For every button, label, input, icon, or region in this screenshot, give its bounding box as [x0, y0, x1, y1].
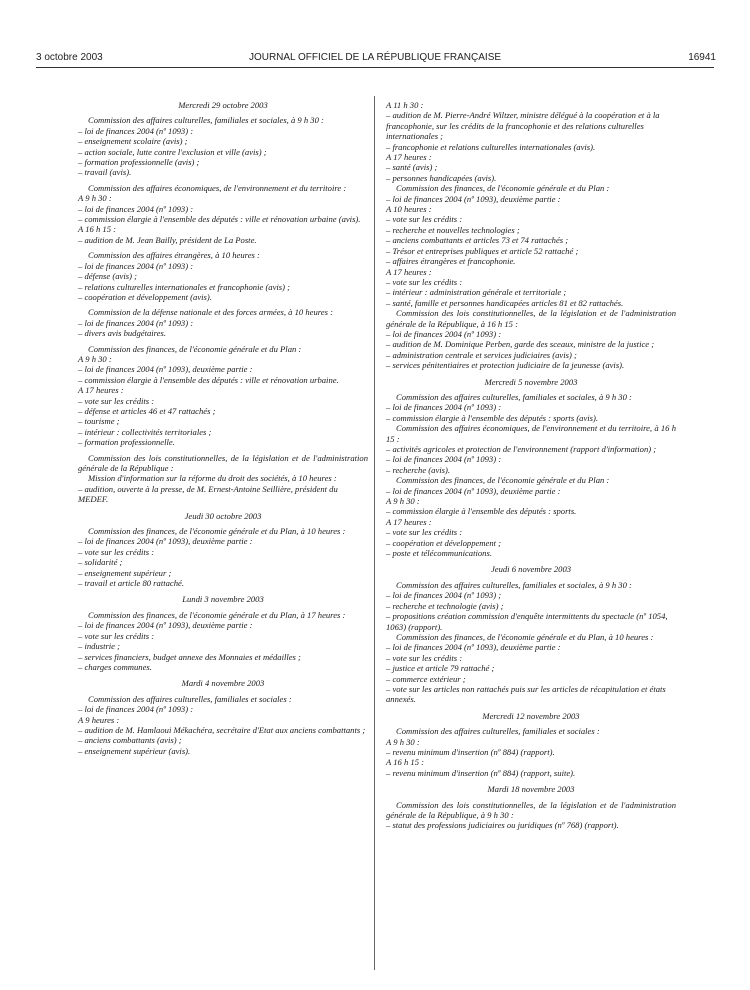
agenda-item: – loi de finances 2004 (nº 1093) :: [78, 317, 194, 328]
agenda-subitem: – travail (avis).: [78, 167, 132, 178]
agenda-subitem: – recherche et nouvelles technologies ;: [386, 224, 520, 235]
agenda-item: – activités agricoles et protection de l'environnement (rapport d'information) ;: [386, 444, 657, 454]
agenda-subitem: – recherche (avis).: [386, 464, 451, 475]
session-date: Lundi 3 novembre 2003: [182, 594, 264, 605]
agenda-subitem: – commerce extérieur ;: [386, 673, 466, 684]
agenda-item: – loi de finances 2004 (nº 1093), deuxième partie :: [386, 193, 561, 204]
agenda-item: – loi de finances 2004 (nº 1093), deuxième partie :: [78, 536, 253, 547]
session-date: Mardi 18 novembre 2003: [487, 784, 575, 795]
time-slot: A 9 h 30 :: [386, 496, 420, 507]
agenda-subitem: – poste et télécommunications.: [386, 548, 492, 559]
agenda-item: – audition de M. Jean Bailly, président de La Poste.: [78, 234, 257, 245]
time-slot: A 17 heures :: [386, 266, 432, 277]
commission-heading: Commission des affaires étrangères, à 10 heures :: [88, 250, 260, 261]
agenda-subitem: – formation professionnelle (avis) ;: [78, 157, 200, 168]
agenda-subitem: – coopération et développement ;: [386, 537, 502, 548]
session-date: Jeudi 6 novembre 2003: [490, 564, 572, 575]
agenda-subitem: – administration centrale et services judiciaires (avis) ;: [386, 349, 577, 360]
agenda-subitem: – tourisme ;: [78, 416, 120, 427]
agenda-subitem: – justice et article 79 rattaché ;: [386, 663, 495, 674]
agenda-item: – loi de finances 2004 (nº 1093) ;: [386, 590, 502, 601]
commission-heading: Commission des finances, de l'économie générale et du Plan, à 10 heures :: [396, 631, 654, 642]
session-date: Mercredi 12 novembre 2003: [482, 710, 580, 721]
agenda-item: – loi de finances 2004 (nº 1093) :: [78, 260, 194, 271]
commission-heading: Commission des finances, de l'économie générale et du Plan, à 17 heures :: [88, 609, 346, 620]
commission-heading: Commission des affaires culturelles, familiales et sociales :: [396, 726, 600, 737]
session-date: Jeudi 30 octobre 2003: [184, 510, 262, 521]
agenda-item: – loi de finances 2004 (nº 1093), deuxième partie :: [386, 642, 561, 653]
agenda-item: – loi de finances 2004 (nº 1093) :: [78, 125, 194, 136]
commission-heading: Commission des finances, de l'économie générale et du Plan :: [396, 475, 610, 486]
agenda-item: – commission élargie à l'ensemble des députés : sports.: [386, 506, 577, 517]
agenda-item: A 9 h 30 :: [78, 353, 112, 364]
agenda-subitem: – vote sur les crédits :: [78, 546, 155, 557]
commission-heading: Commission des affaires culturelles, familiales et sociales, à 9 h 30 :: [396, 579, 632, 590]
commission-heading: Commission des lois constitutionnelles, de la législation et de l'administration générale de la République :: [78, 452, 368, 473]
agenda-item: – loi de finances 2004 (nº 1093), deuxième partie :: [386, 485, 561, 496]
time-slot: A 17 heures :: [386, 516, 432, 527]
agenda-subitem: – recherche et technologie (avis) ;: [386, 600, 504, 611]
commission-heading: Commission des affaires culturelles, familiales et sociales, à 9 h 30 :: [396, 391, 632, 402]
agenda-item: – enseignement supérieur (avis).: [78, 745, 191, 756]
agenda-item: – francophonie et relations culturelles internationales (avis).: [386, 141, 596, 152]
agenda-subitem: – enseignement supérieur ;: [78, 567, 172, 578]
agenda-subitem: – Trésor et entreprises publiques et article 52 rattaché ;: [386, 245, 579, 256]
agenda-item: – loi de finances 2004 (nº 1093) :: [78, 203, 194, 214]
agenda-item: A 17 heures :: [78, 385, 124, 396]
commission-heading: Mission d'information sur la réforme du droit des sociétés, à 10 heures :: [88, 473, 337, 484]
session-date: Mardi 4 novembre 2003: [181, 678, 265, 689]
commission-heading: Commission de la défense nationale et des forces armées, à 10 heures :: [88, 307, 333, 318]
agenda-item: – loi de finances 2004 (nº 1093) :: [78, 704, 194, 715]
commission-heading: Commission des finances, de l'économie générale et du Plan :: [88, 343, 302, 354]
agenda-item: – propositions création commission d'enquête intermittents du spectacle (nº 1054, 1063) (rapport).: [386, 611, 668, 632]
agenda-subitem: – audition de M. Dominique Perben, garde des sceaux, ministre de la justice ;: [386, 339, 655, 350]
agenda-item: – vote sur les crédits :: [78, 395, 155, 406]
agenda-subitem: – services financiers, budget annexe des Monnaies et médailles ;: [78, 651, 301, 662]
agenda-subitem: – vote sur les articles non rattachés puis sur les articles de récapitulation et états annexés.: [386, 683, 666, 705]
column-divider: [374, 96, 375, 970]
page-header: [0, 52, 750, 68]
agenda-subitem: – formation professionnelle.: [78, 437, 175, 448]
agenda-item: A 9 h 30 :: [386, 736, 420, 747]
time-slot: A 11 h 30 :: [386, 100, 424, 110]
agenda-subitem: – charges communes.: [78, 661, 152, 672]
commission-heading: Commission des affaires économiques, de l'environnement et du territoire, à 16 h 15 :: [386, 423, 676, 444]
agenda-item: – loi de finances 2004 (nº 1093) :: [386, 328, 502, 339]
agenda-item: – revenu minimum d'insertion (nº 884) (rapport, suite).: [386, 767, 576, 778]
left-column: [78, 100, 368, 756]
agenda-subitem: – intérieur : collectivités territoriales ;: [78, 426, 212, 437]
agenda-item: – audition de M. Hamlaoui Mékachéra, secrétaire d'Etat aux anciens combattants ;: [78, 724, 366, 735]
commission-heading: Commission des affaires culturelles, familiales et sociales, à 9 h 30 :: [88, 115, 324, 126]
commission-heading: Commission des lois constitutionnelles, de la législation et de l'administration générale de la République, à 9 h 30 :: [386, 799, 676, 820]
agenda-subitem: – travail et article 80 rattaché.: [78, 578, 184, 589]
time-slot: A 17 heures :: [386, 152, 432, 163]
agenda-subitem: – anciens combattants et articles 73 et 74 rattachés ;: [386, 235, 569, 246]
agenda-subitem: – intérieur : administration générale et territoriale ;: [386, 287, 567, 298]
agenda-subitem: – commission élargie à l'ensemble des députés : sports (avis).: [386, 412, 599, 423]
agenda-subitem: – enseignement scolaire (avis) ;: [78, 136, 188, 147]
commission-heading: Commission des finances, de l'économie générale et du Plan :: [396, 183, 610, 194]
page-number: 16941: [688, 52, 716, 63]
agenda-subitem: – défense et articles 46 et 47 rattachés ;: [78, 405, 216, 416]
journal-title: JOURNAL OFFICIEL DE LA RÉPUBLIQUE FRANÇAISE: [248, 52, 502, 63]
header-rule: [36, 67, 714, 68]
agenda-item: – statut des professions judiciaires ou juridiques (nº 768) (rapport).: [386, 820, 619, 831]
agenda-item: – loi de finances 2004 (nº 1093) :: [386, 402, 502, 413]
header-date: 3 octobre 2003: [36, 52, 103, 63]
session-date: Mercredi 29 octobre 2003: [178, 100, 268, 110]
agenda-item: A 16 h 15 :: [78, 224, 117, 235]
agenda-subitem: – commission élargie à l'ensemble des députés : ville et rénovation urbaine (avis).: [78, 214, 361, 225]
agenda-item: – vote sur les crédits :: [386, 214, 463, 225]
commission-heading: Commission des affaires économiques, de l'environnement et du territoire :: [88, 182, 347, 193]
agenda-item: – revenu minimum d'insertion (nº 884) (rapport).: [386, 746, 555, 757]
agenda-item: – loi de finances 2004 (nº 1093) :: [386, 454, 502, 465]
agenda-item: – audition, ouverte à la presse, de M. Ernest-Antoine Seillière, président du MEDEF.: [78, 483, 338, 505]
commission-heading: Commission des lois constitutionnelles, de la législation et de l'administration générale de la République, à 16 h 15 :: [386, 308, 676, 329]
agenda-subitem: – industrie ;: [78, 641, 121, 652]
agenda-item: A 9 heures :: [78, 714, 120, 725]
agenda-item: – vote sur les crédits :: [386, 527, 463, 538]
agenda-subitem: – divers avis budgétaires.: [78, 328, 166, 339]
agenda-item: – personnes handicapées (avis).: [386, 172, 497, 183]
agenda-subitem: – vote sur les crédits :: [78, 630, 155, 641]
agenda-item: – audition de M. Pierre-André Wiltzer, ministre délégué à la coopération et à la francophonie, sur les crédits de la francophonie et des relations culturelles internationales ;: [386, 110, 660, 142]
agenda-item: – coopération et développement (avis).: [78, 291, 212, 302]
agenda-subitem: – solidarité ;: [78, 557, 123, 568]
agenda-item: – santé (avis) ;: [386, 162, 438, 173]
agenda-item: A 16 h 15 :: [386, 757, 425, 768]
agenda-subitem: – affaires étrangères et francophonie.: [386, 256, 516, 267]
session-date: Mercredi 5 novembre 2003: [484, 376, 578, 387]
agenda-subitem: – commission élargie à l'ensemble des députés : ville et rénovation urbaine.: [78, 374, 339, 385]
agenda-subitem: – services pénitentiaires et protection judiciaire de la jeunesse (avis).: [386, 360, 625, 371]
agenda-subitem: – défense (avis) ;: [78, 271, 137, 282]
commission-heading: Commission des affaires culturelles, familiales et sociales :: [88, 693, 292, 704]
agenda-subitem: – santé, famille et personnes handicapées articles 81 et 82 rattachés.: [386, 297, 624, 308]
time-slot: A 10 heures :: [386, 204, 432, 215]
agenda-subitem: – relations culturelles internationales et francophonie (avis) ;: [78, 281, 291, 292]
agenda-item: – anciens combattants (avis) ;: [78, 735, 182, 746]
agenda-subitem: – vote sur les crédits :: [386, 652, 463, 663]
right-column: [386, 100, 676, 831]
agenda-item: – loi de finances 2004 (nº 1093), deuxième partie :: [78, 364, 253, 375]
commission-heading: Commission des finances, de l'économie générale et du Plan, à 10 heures :: [88, 526, 346, 537]
agenda-item: – vote sur les crédits :: [386, 276, 463, 287]
agenda-subitem: – action sociale, lutte contre l'exclusion et ville (avis) ;: [78, 146, 267, 157]
agenda-item: – loi de finances 2004 (nº 1093), deuxième partie :: [78, 620, 253, 631]
agenda-item: A 9 h 30 :: [78, 193, 112, 204]
